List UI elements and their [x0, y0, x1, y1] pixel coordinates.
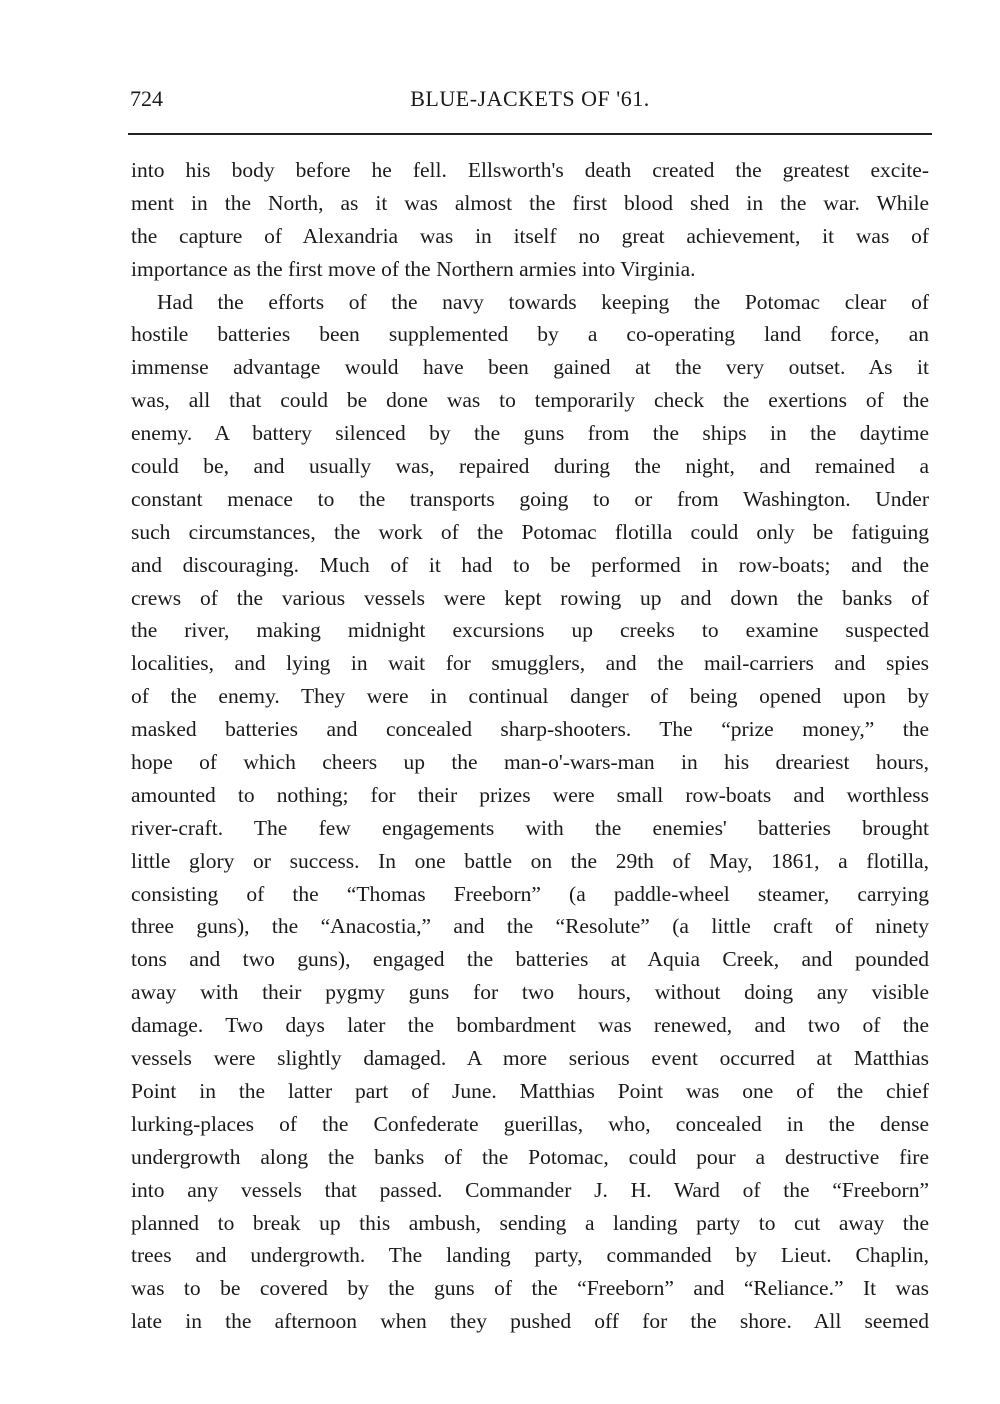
text-line: Point in the latter part of June. Matthias Point was one of the chief — [131, 1078, 929, 1103]
text-line: and discouraging. Much of it had to be performed in row-boats; and the — [131, 552, 929, 577]
text-line: the river, making midnight excursions up creeks to examine suspected — [131, 618, 929, 643]
text-line: the capture of Alexandria was in itself no great achievement, it was of — [131, 223, 929, 248]
text-line: away with their pygmy guns for two hours, without doing any visible — [131, 980, 929, 1005]
text-line: hostile batteries been supplemented by a co-operating land force, an — [131, 322, 929, 347]
text-line: river-craft. The few engagements with the enemies' batteries brought — [131, 815, 929, 840]
text-line: ment in the North, as it was almost the first blood shed in the war. While — [131, 190, 929, 215]
text-line: crews of the various vessels were kept rowing up and down the banks of — [131, 585, 929, 610]
text-line: masked batteries and concealed sharp-shooters. The “prize money,” the — [131, 717, 929, 742]
text-line: lurking-places of the Confederate guerillas, who, concealed in the dense — [131, 1111, 929, 1136]
text-line: three guns), the “Anacostia,” and the “Resolute” (a little craft of ninety — [131, 914, 929, 939]
text-line: could be, and usually was, repaired during the night, and remained a — [131, 454, 929, 479]
text-line: was to be covered by the guns of the “Freeborn” and “Reliance.” It was — [131, 1276, 929, 1301]
running-header — [130, 86, 930, 116]
text-line: trees and undergrowth. The landing party, commanded by Lieut. Chaplin, — [131, 1243, 929, 1268]
text-line: little glory or success. In one battle on the 29th of May, 1861, a flotilla, — [131, 848, 929, 873]
page-number: 724 — [130, 86, 163, 111]
text-line: importance as the first move of the Northern armies into Virginia. — [131, 256, 696, 281]
text-line: vessels were slightly damaged. A more serious event occurred at Matthias — [131, 1046, 929, 1071]
text-line: amounted to nothing; for their prizes were small row-boats and worthless — [131, 782, 929, 807]
text-line: was, all that could be done was to temporarily check the exertions of the — [131, 388, 929, 413]
text-line: consisting of the “Thomas Freeborn” (a paddle-wheel steamer, carrying — [131, 881, 929, 906]
running-title: BLUE-JACKETS OF '61. — [410, 86, 650, 111]
text-line: of the enemy. They were in continual danger of being opened upon by — [131, 684, 929, 709]
text-line: late in the afternoon when they pushed off for the shore. All seemed — [131, 1309, 929, 1334]
text-line: Had the efforts of the navy towards keeping the Potomac clear of — [157, 289, 929, 314]
text-line: into his body before he fell. Ellsworth's death created the greatest excite- — [131, 158, 929, 182]
text-line: hope of which cheers up the man-o'-wars-man in his dreariest hours, — [131, 750, 929, 775]
text-line: undergrowth along the banks of the Potomac, could pour a destructive fire — [131, 1144, 929, 1169]
text-line: planned to break up this ambush, sending a landing party to cut away the — [131, 1210, 929, 1235]
text-line: such circumstances, the work of the Potomac flotilla could only be fatiguing — [131, 519, 929, 544]
text-line: tons and two guns), engaged the batteries at Aquia Creek, and pounded — [131, 947, 929, 972]
text-line: damage. Two days later the bombardment was renewed, and two of the — [131, 1013, 929, 1038]
text-line: localities, and lying in wait for smugglers, and the mail-carriers and spies — [131, 651, 929, 676]
text-line: immense advantage would have been gained at the very outset. As it — [131, 355, 929, 380]
text-line: constant menace to the transports going to or from Washington. Under — [131, 486, 929, 511]
header-rule — [128, 133, 932, 135]
text-line: into any vessels that passed. Commander J. H. Ward of the “Freeborn” — [131, 1177, 929, 1202]
text-line: enemy. A battery silenced by the guns from the ships in the daytime — [131, 421, 929, 446]
body-text — [131, 154, 929, 1338]
